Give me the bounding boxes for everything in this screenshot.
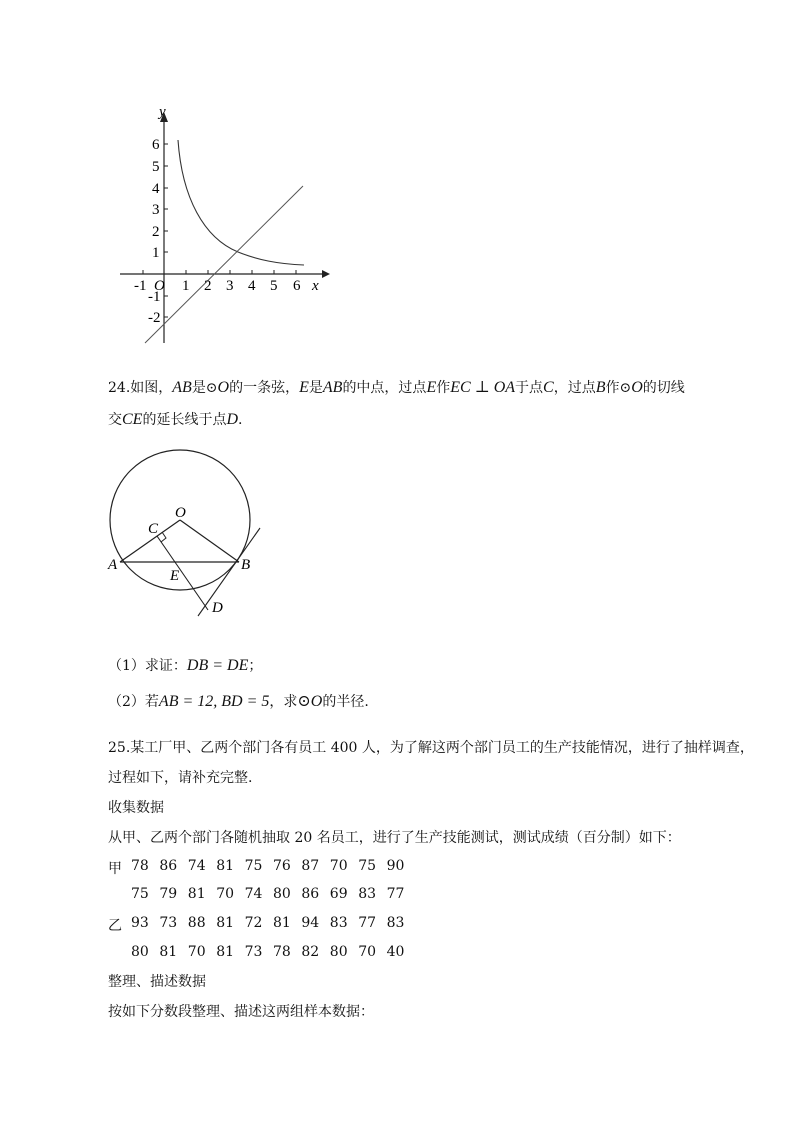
y-tick-label: 4 — [152, 181, 160, 197]
score-value: 78 — [273, 944, 291, 960]
label-d: D — [212, 600, 223, 616]
organize-heading: 整理、描述数据 — [108, 974, 206, 990]
score-value: 77 — [386, 886, 405, 902]
score-value: 83 — [386, 915, 405, 931]
score-value: 80 — [273, 886, 291, 902]
x-tick-label: 5 — [270, 278, 278, 294]
label-c: C — [148, 521, 159, 537]
y-tick-label: -2 — [148, 310, 161, 326]
x-tick-label: 3 — [226, 278, 234, 294]
score-value: 74 — [187, 858, 206, 874]
sub-text: 求证： — [144, 658, 187, 674]
q25-line-1: 25.某工厂甲、乙两个部门各有员工 400 人，为了解这两个部门员工的生产技能情况，进行了抽样调查， — [108, 740, 754, 756]
math-c: C — [543, 379, 554, 396]
math-db-de: DB = DE — [186, 657, 249, 674]
y-tick-label: 2 — [152, 224, 160, 240]
score-value: 81 — [159, 944, 178, 960]
x-tick-label: -1 — [134, 278, 147, 294]
organize-text: 按如下分数段整理、描述这两组样本数据： — [108, 1004, 374, 1020]
dept-a-label: 甲 — [108, 861, 122, 877]
score-value: 70 — [329, 858, 348, 874]
sub-text: ； — [248, 658, 263, 674]
label-a: A — [108, 557, 118, 573]
score-value: 86 — [159, 858, 178, 874]
score-value: 70 — [216, 886, 235, 902]
y-tick-label: -1 — [148, 289, 161, 305]
score-value: 81 — [216, 858, 235, 874]
q24-text: . — [238, 412, 243, 428]
score-value: 75 — [131, 886, 149, 902]
sub-text: 的半径. — [322, 694, 369, 710]
score-value: 81 — [216, 915, 235, 931]
score-value: 83 — [358, 886, 377, 902]
y-tick-label: 6 — [152, 137, 160, 153]
score-value: 80 — [329, 944, 348, 960]
score-value: 70 — [187, 944, 206, 960]
score-value: 88 — [187, 915, 206, 931]
score-value: 76 — [273, 858, 291, 874]
math-circle-o: ⊙O — [297, 693, 323, 710]
score-value: 78 — [131, 858, 149, 874]
math-ce: CE — [122, 411, 143, 428]
q24-text: 于点 — [515, 380, 544, 396]
dept-b-label: 乙 — [108, 918, 122, 934]
score-value: 70 — [358, 944, 377, 960]
sub-number: （1） — [108, 658, 145, 674]
math-ec-perp-oa: EC ⊥ OA — [450, 379, 516, 396]
math-ab: AB — [172, 379, 192, 396]
origin-label: O — [154, 278, 165, 294]
q24-text: ，过点 — [553, 380, 596, 396]
score-value: 81 — [187, 886, 206, 902]
q24-text: 交 — [108, 412, 122, 428]
label-o: O — [175, 505, 186, 521]
q24-text: 是 — [308, 380, 323, 396]
y-tick-label: 1 — [152, 245, 160, 261]
sub-text: ，求 — [269, 694, 298, 710]
score-value: 87 — [301, 858, 320, 874]
math-o: O — [217, 379, 230, 396]
x-tick-label: 2 — [204, 278, 212, 294]
score-value: 81 — [273, 915, 291, 931]
math-e: E — [299, 379, 309, 396]
score-value: 86 — [301, 886, 320, 902]
score-value: 75 — [244, 858, 263, 874]
math-ab-bd: AB = 12, BD = 5 — [158, 693, 270, 710]
score-value: 40 — [386, 944, 405, 960]
score-value: 82 — [301, 944, 320, 960]
q24-text: 的中点，过点 — [342, 380, 427, 396]
score-value: 81 — [216, 944, 235, 960]
score-value: 83 — [329, 915, 348, 931]
q24-text: 作⊙ — [605, 380, 632, 396]
score-value: 94 — [301, 915, 320, 931]
q24-text: 的切线 — [642, 380, 685, 396]
label-b: B — [241, 557, 251, 573]
score-value: 93 — [131, 915, 149, 931]
math-d: D — [226, 411, 239, 428]
score-value: 73 — [244, 944, 263, 960]
q24-text: 的一条弦， — [229, 380, 300, 396]
math-b: B — [595, 379, 606, 396]
score-value: 73 — [159, 915, 178, 931]
score-value: 77 — [358, 915, 377, 931]
x-axis-label: x — [312, 278, 319, 294]
q24-text: 是⊙ — [191, 380, 218, 396]
math-e: E — [426, 379, 437, 396]
y-axis-label: y — [159, 104, 166, 120]
q25-line-2: 过程如下，请补充完整. — [108, 770, 253, 786]
sub-text: 若 — [144, 694, 159, 710]
score-value: 69 — [329, 886, 348, 902]
q24-text: 的延长线于点 — [142, 412, 227, 428]
math-ab: AB — [322, 379, 343, 396]
q24-text: 如图， — [130, 380, 173, 396]
y-tick-label: 3 — [152, 202, 160, 218]
score-value: 72 — [244, 915, 263, 931]
x-tick-label: 6 — [293, 278, 301, 294]
collect-text: 从甲、乙两个部门各随机抽取 20 名员工，进行了生产技能测试，测试成绩（百分制）如下： — [108, 830, 681, 846]
score-value: 90 — [386, 858, 405, 874]
q24-text: 作 — [436, 380, 451, 396]
sub-number: （2） — [108, 694, 145, 710]
label-e: E — [170, 568, 180, 584]
x-tick-label: 1 — [182, 278, 190, 294]
math-o: O — [631, 379, 643, 396]
score-value: 75 — [358, 858, 377, 874]
score-value: 80 — [131, 944, 149, 960]
score-value: 79 — [159, 886, 178, 902]
q24-number: 24. — [108, 380, 131, 396]
x-tick-label: 4 — [248, 278, 256, 294]
collect-heading: 收集数据 — [108, 800, 164, 816]
y-tick-label: 5 — [152, 159, 160, 175]
score-value: 74 — [244, 886, 263, 902]
